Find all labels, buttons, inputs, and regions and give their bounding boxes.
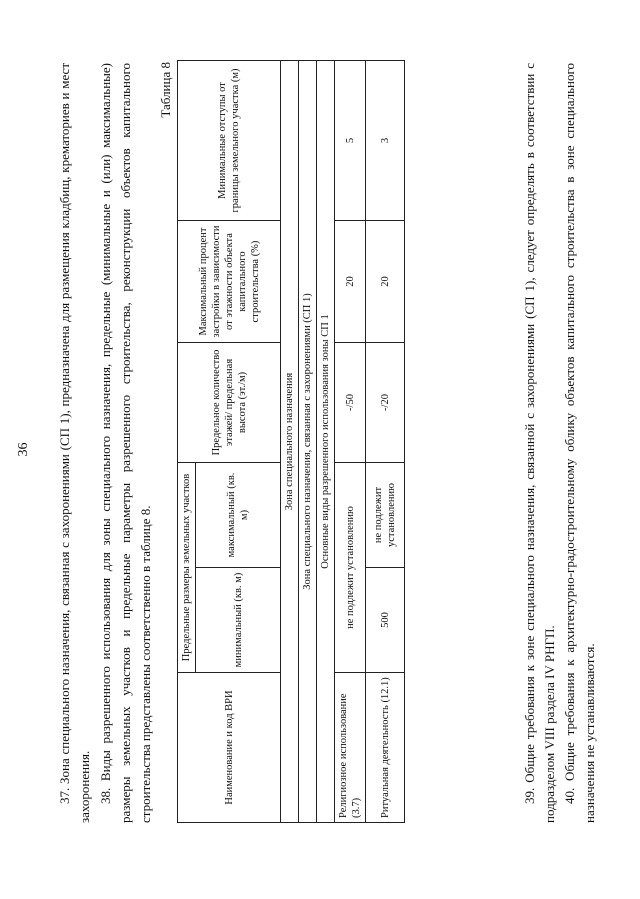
row-sizes: не подлежит установлению [335,463,366,673]
row-percent: 20 [366,221,405,343]
row-setback: 3 [366,61,405,221]
header-percent: Максимальный процент застройки в зависимости от этажности объекта капитального строительства (%) [178,221,281,343]
paragraph-37: 37. Зона специального назначения, связанная с захоронениями (СП 1), предназначена для размещения кладбищ, крематориев и мест захоронения. [57,63,92,823]
section-main-uses: Основные виды разрешенного использования зоны СП 1 [317,61,335,823]
row-setback: 5 [335,61,366,221]
section-row [299,61,317,823]
table-header-row [178,61,196,823]
row-name: Религиозное использование (3.7) [335,673,366,823]
paragraph-40: 40. Общие требования к архитектурно-градостроительному облику объектов капитального строительства в зоне специального назначения не устанавливаются. [562,63,597,823]
paragraph-38: 38. Виды разрешенного использования для зоны специального назначения, предельные (минимальные и (или) максимальные) размеры земельных участков и предельные параметры разрешенного строительства, реконструкции объектов капитального строительства представлены соответственно в таблице 8. [98,63,153,823]
header-min: минимальный (кв. м) [196,568,281,673]
section-row [317,61,335,823]
row-min: 500 [366,568,405,673]
header-sizes: Предельные размеры земельных участков [178,463,196,673]
row-floors: -/50 [335,343,366,463]
header-max: максимальный (кв. м) [196,463,281,568]
header-floors: Предельное количество этажей/ предельная высота (эт./м) [178,343,281,463]
header-setback: Минимальные отступы от границы земельного участка (м) [178,61,281,221]
row-max: не подлежит установлению [366,463,405,568]
section-zone-sp1: Зона специального назначения, связанная с захоронениями (СП 1) [299,61,317,823]
page-number: 36 [16,442,31,457]
paragraph-39: 39. Общие требования к зоне специального назначения, связанной с захоронениями (СП 1), следует определять в соответствии с подразделом VIII раздела IV РНГП. [522,63,557,823]
header-name: Наименование и код ВРИ [178,673,281,823]
row-floors: -/20 [366,343,405,463]
section-zone: Зона специального назначения [281,61,299,823]
table-caption: Таблица 8 [158,62,173,118]
zoning-table [177,60,405,823]
section-row [281,61,299,823]
table-row [366,61,405,823]
row-percent: 20 [335,221,366,343]
row-name: Ритуальная деятельность (12.1) [366,673,405,823]
table-row [335,61,366,823]
